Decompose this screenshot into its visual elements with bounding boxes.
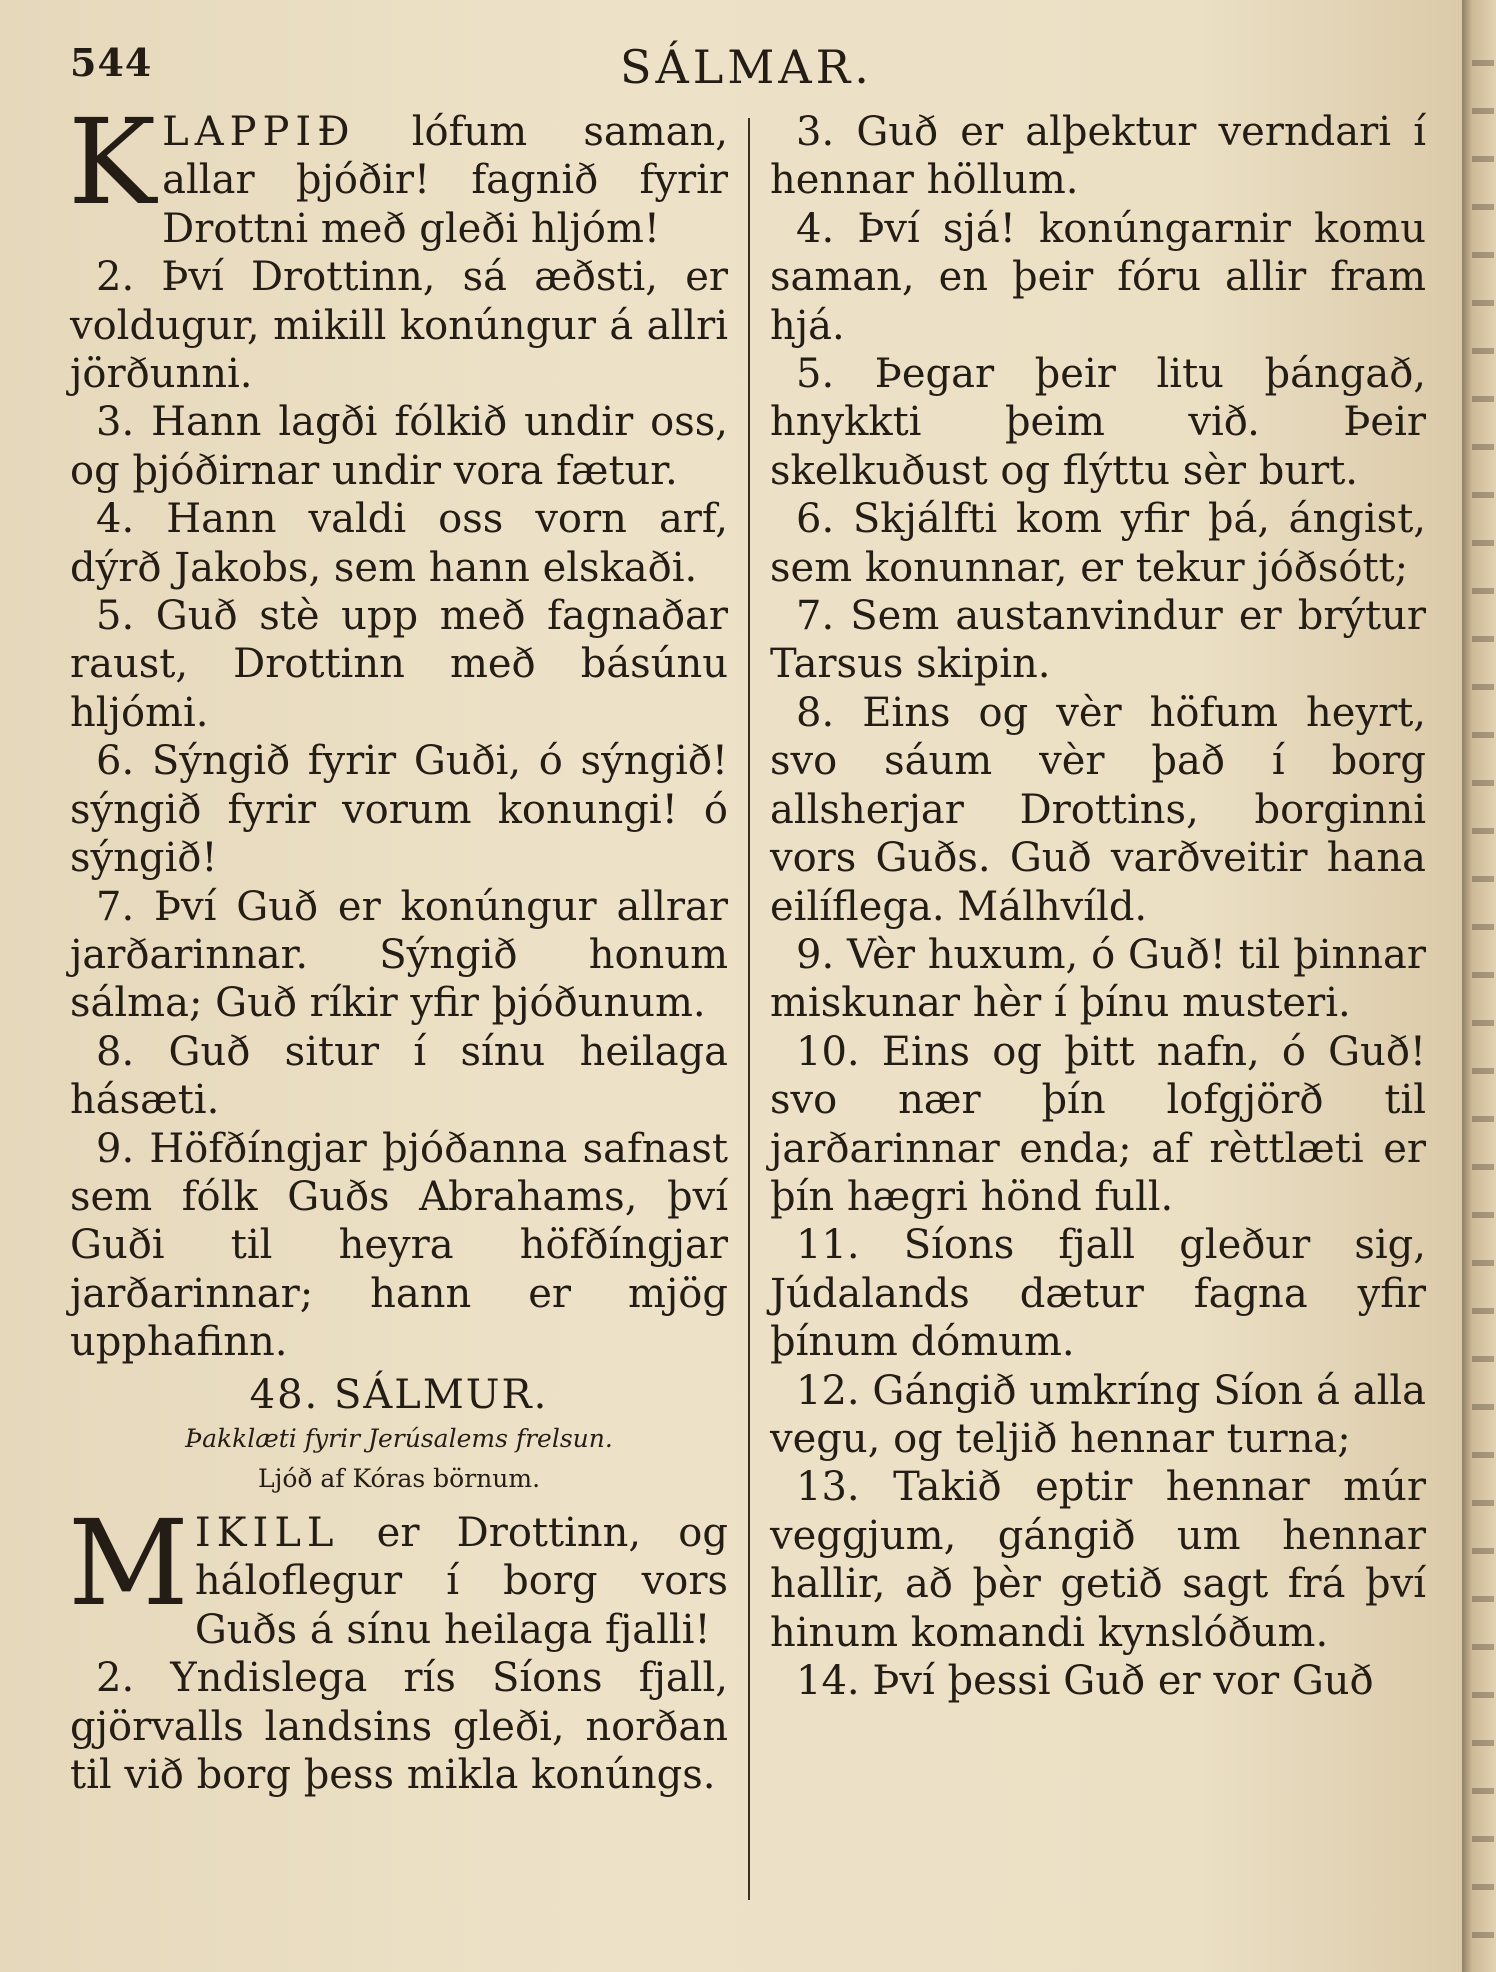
psalm48-verse: 7. Sem austanvindur er brýtur Tarsus skipin. [770,593,1426,688]
psalm48-verse: 8. Eins og vèr höfum heyrt, svo sáum vèr það í borg allsherjar Drottins, borginni vors Guðs. Guð varðveitir hana eilíflega. Málhvíld. [770,689,1426,930]
psalm48-verse: 2. Yndislega rís Síons fjall, gjörvalls landsins gleði, norðan til við borg þess mikla konúngs. [70,1655,728,1798]
psalm48-verse: 12. Gángið umkríng Síon á alla vegu, og teljið hennar turna; [770,1367,1426,1462]
left-column [68,93,728,1799]
adjacent-page-text-edge [1472,60,1494,1940]
psalm47-verse: 3. Hann lagði fólkið undir oss, og þjóðirnar undir vora fætur. [70,399,728,494]
psalm48-verse: 4. Því sjá! konúngarnir komu saman, en þeir fóru allir fram hjá. [770,205,1426,349]
psalm48-attribution: Ljóð af Kóras börnum. [257,1463,541,1493]
psalm47-verse: 6. Sýngið fyrir Guði, ó sýngið! sýngið fyrir vorum konungi! ó sýngið! [70,738,728,882]
opening-caps: IKILL [194,1509,340,1556]
psalm48-verse: 13. Takið eptir hennar múr veggjum, gángið um hennar hallir, að þèr getið sagt frá því hinum komandi kynslóðum. [770,1464,1426,1656]
psalm48-verse: 9. Vèr huxum, ó Guð! til þinnar miskunar hèr í þínu musteri. [770,931,1426,1027]
psalm47-verse: 2. Því Drottinn, sá æðsti, er voldugur, mikill konúngur á allri jörðunni. [70,254,728,398]
opening-caps: LAPPIÐ [162,109,356,155]
psalm47-verse-1 [68,93,728,253]
psalm48-verse: 5. Þegar þeir litu þángað, hnykkti þeim við. Þeir skelkuðust og flýttu sèr burt. [770,351,1426,494]
psalm47-verse: 7. Því Guð er konúngur allrar jarðarinnar. Sýngið honum sálma; Guð ríkir yfir þjóðunum. [70,883,728,1027]
psalm48-verse: 6. Skjálfti kom yfir þá, ángist, sem konunnar, er tekur jóðsótt; [770,496,1426,591]
verse-text: er Drottinn, og háloflegur í borg vors Guðs á sínu heilaga fjalli! [194,1509,728,1653]
drop-cap-k: K [68,93,157,231]
psalm47-verse: 9. Höfðíngjar þjóðanna safnast sem fólk Guðs Abrahams, því Guði til heyra höfðíngjar jarðarinnar; hann er mjög upphafinn. [70,1125,728,1366]
psalm48-verse-1 [68,1493,728,1654]
page-number: 544 [70,40,153,85]
psalm47-verse: 8. Guð situr í sínu heilaga hásæti. [70,1028,728,1124]
psalm48-verse: 14. Því þessi Guð er vor Guð [796,1658,1374,1704]
psalm48-subtitle: Þakklæti fyrir Jerúsalems frelsun. [185,1423,613,1453]
verse-text: lófum saman, allar þjóðir! fagnið fyrir Drottni með gleði hljóm! [162,109,728,252]
running-title: SÁLMAR. [620,40,873,94]
psalm48-verse: 3. Guð er alþektur verndari í hennar höllum. [770,109,1426,204]
psalm48-verse: 11. Síons fjall gleður sig, Júdalands dætur fagna yfir þínum dómum. [770,1222,1426,1366]
drop-cap-m: M [68,1493,189,1632]
psalm48-heading: 48. SÁLMUR. [249,1371,549,1418]
column-divider [748,118,750,1900]
psalm47-verse: 4. Hann valdi oss vorn arf, dýrð Jakobs, sem hann elskaði. [70,496,728,591]
psalm48-verse: 10. Eins og þitt nafn, ó Guð! svo nær þín lofgjörð til jarðarinnar enda; af rèttlæti er þín hægri hönd full. [770,1028,1426,1220]
psalm47-verse: 5. Guð stè upp með fagnaðar raust, Drottinn með básúnu hljómi. [70,593,728,736]
right-column [770,108,1426,1705]
